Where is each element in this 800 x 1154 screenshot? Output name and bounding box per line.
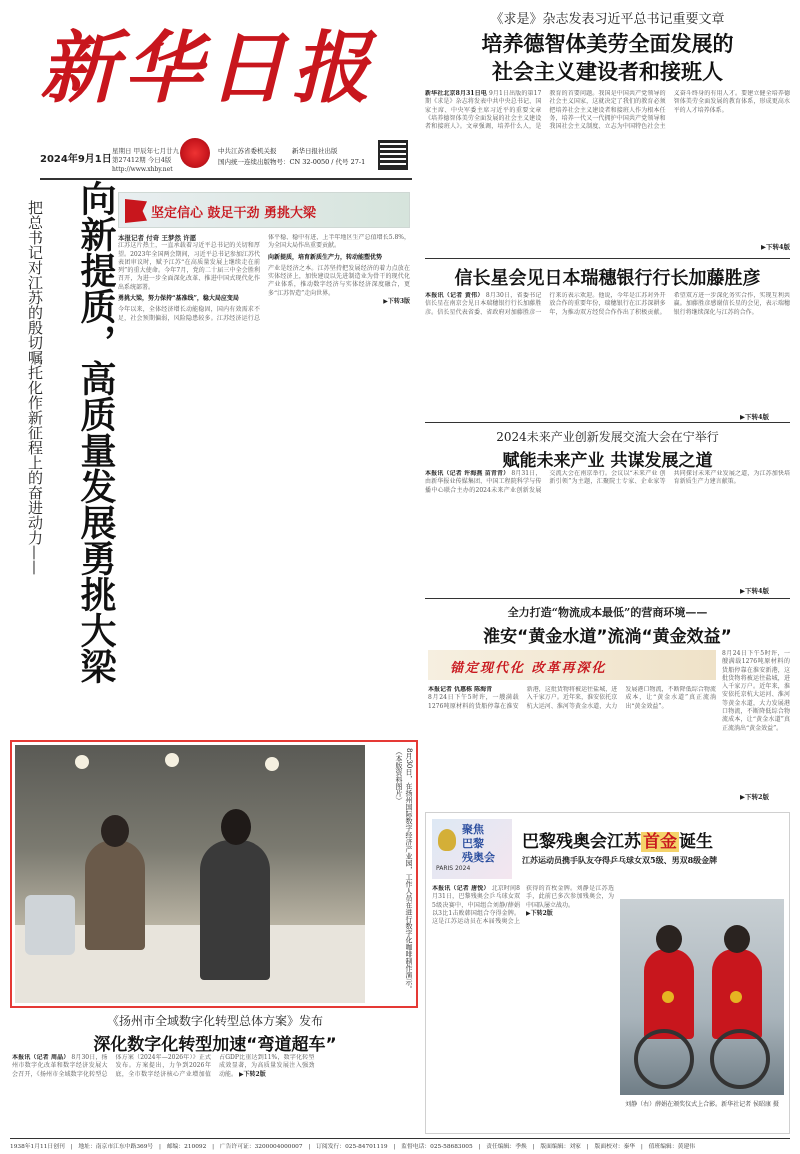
lead-continued[interactable]: ▶下转3版 — [383, 298, 410, 306]
masthead-weekday: 星期日 甲辰年七月廿九 — [112, 147, 180, 155]
bank-headline[interactable]: 信长星会见日本瑞穗银行行长加藤胜彦 — [454, 268, 761, 289]
lead-banner-text: 坚定信心 鼓足干劲 勇挑大梁 — [151, 206, 317, 221]
bank-text: 8月30日，省委书记信长星在南京会见日本瑞穗银行行长加藤胜彦。信长星代表省委、省政府对加藤胜彦一行来访表示欢迎。他说，今年是江苏对外开放合作的重要年份，瑞穗银行在江苏深耕多年，为推动双方经贸合作作出了积极贡献。希望双方进一步深化务实合作，实现互利共赢。加藤胜彦感谢信长星的会见，表示瑞穗银行将继续深化与江苏的合作。 — [425, 292, 790, 316]
canal-banner — [428, 650, 716, 680]
footer-proof: 版面校对：秦华 — [594, 1144, 636, 1150]
industry-body — [425, 470, 790, 592]
lead-banner — [118, 192, 410, 228]
footer-layout: 版面编辑：刘家 — [540, 1144, 581, 1150]
top-story-headline-2[interactable]: 社会主义建设者和接班人 — [492, 60, 723, 84]
athlete-right-head — [724, 925, 750, 953]
digital-body — [12, 1054, 418, 1132]
masthead-title: 新华日报 — [40, 23, 377, 114]
top-story-body — [425, 90, 790, 240]
top-story-continued[interactable]: ▶下转4版 — [760, 243, 790, 251]
badge-line-2: 巴黎 — [462, 837, 484, 850]
footer-ad: 广告许可证：3200004000007 — [219, 1144, 303, 1150]
canal-continued[interactable]: ▶下转2版 — [740, 793, 770, 801]
bank-byline: 本报讯（记者 黄伟） — [425, 292, 484, 299]
canal-banner-text: 锚定现代化 改革再深化 — [450, 661, 607, 676]
industry-continued[interactable]: ▶下转4版 — [740, 587, 770, 595]
photo-frame — [10, 740, 418, 1008]
paralympics-section — [425, 812, 790, 1134]
badge-paris: PARIS 2024 — [436, 865, 471, 872]
lead-subhead-text: 把总书记对江苏的殷切嘱托化作新征程上的奋进动力—— — [26, 200, 44, 575]
canal-byline: 本报记者 仇惠栋 陈海青 — [428, 686, 493, 693]
barista-right-head — [221, 809, 251, 845]
lead-subtitle-2: 向新提质，培育新质生产力，转动能塑优势 — [268, 253, 383, 261]
top-story-headline[interactable]: 培养德智体美劳全面发展的 — [481, 32, 734, 56]
gold-medal-icon — [662, 991, 674, 1003]
barista-left-figure — [85, 840, 145, 950]
website-link[interactable]: http://www.xhby.net — [112, 166, 173, 173]
digital-kicker: 《扬州市全域数字化转型总体方案》发布 — [106, 1014, 323, 1028]
headline-post: 诞生 — [679, 832, 713, 852]
lead-body-2: 今年以来，全体经济增长动能稳固，国内有效需求不足，社会预期偏弱，风险隐患较多。江苏经济运行总体平稳、稳中有进，上半年地区生产总值增长5.8%，为全国大局作出重要贡献。 — [118, 234, 410, 322]
badge-line-1: 聚焦 — [462, 823, 484, 836]
digital-text: 8月30日，扬州市数字化改革和数字经济发展大会召开，《扬州市全域数字化转型总体方案（2024年—2026年）》正式发布。方案提出，力争到2026年底，全市数字经济核心产业增加值占GDP比重达到11%，数字化转型成效显著，为高质量发展注入强劲动能。 — [12, 1054, 315, 1078]
top-story-divider — [425, 258, 790, 259]
coffee-demo-photo[interactable] — [15, 745, 365, 1003]
industry-byline: 本报讯（记者 许海燕 苗青青） — [425, 470, 510, 477]
ceiling-light-icon — [265, 757, 279, 771]
canal-headline[interactable]: 淮安“黄金水道”流淌“黄金效益” — [483, 627, 732, 647]
athlete-left-head — [656, 925, 682, 953]
athletes-caption: 刘静（右）薛娟在颁奖仪式上合影。新华社记者 侯昭康 摄 — [625, 1101, 779, 1108]
canal-side-column — [722, 650, 790, 790]
canal-kicker: 全力打造“物流成本最低”的营商环境—— — [507, 606, 708, 619]
paralympics-text: 北京时间8月31日，巴黎残奥会乒乓球女双5级决赛中，中国组合刘静/薛娟以3比1击败韩国组合夺得金牌。这是江苏运动员在本届残奥会上获得的首枚金牌。刘静是江苏选手，此前已多次参加残奥会，为中国队屡立战功。 — [432, 885, 614, 926]
coffee-machine-icon — [25, 895, 75, 955]
top-story — [425, 8, 790, 258]
qr-code-icon[interactable] — [378, 140, 408, 170]
footer-founded: 1938年1月11日创刊 — [10, 1144, 65, 1150]
publisher-name-2: 新华日报社出版 — [292, 147, 338, 155]
paralympics-byline: 本报讯（记者 唐悦） — [432, 885, 490, 892]
digital-continued[interactable]: ▶下转2版 — [238, 1070, 266, 1078]
headline-gold: 首金 — [643, 832, 677, 852]
lead-body-1: 江苏这片热土，一直承载着习近平总书记的关切和厚望。2023年全国两会期间，习近平总书记参加江苏代表团审议时，赋予江苏“在高质量发展上继续走在前列”的重大使命。今年7月，党的二十届三中全会胜利召开，为进一步全面深化改革、推进中国式现代化作出系统部署。 — [118, 242, 260, 291]
lead-body-3: 产业是经济之本。江苏坚持把发展经济的着力点放在实体经济上，加快建设以先进制造业为骨干的现代化产业体系，推动数字经济与实体经济深度融合，更多“江苏智造”走向世界。 — [268, 264, 410, 297]
wheelchair-left-icon — [634, 1029, 694, 1089]
industry-text: 8月31日，由新华报业传媒集团、中国工程院科学与传播中心联合主办的2024未来产业创新发展交流大会在南京举行。会议以“未来产业 创新引领”为主题，汇聚院士专家、企业家等共同探讨未来产业发展之道，为江苏加快培育新质生产力建言献策。 — [425, 470, 790, 494]
paris-flame-icon — [438, 829, 456, 851]
canal-text: 8月24日下午5时许，一艘满载1276吨原材料的货船停靠在淮安新港，这批货物将被运往盐城，进入千家万户。近年来，淮安依托京杭大运河、淮河等黄金水道，大力发展港口物流，不断降低综合物流成本，让“黄金水道”真正流淌出“黄金效益”。 — [428, 686, 716, 710]
badge-line-3: 残奥会 — [462, 851, 495, 864]
top-story-kicker: 《求是》杂志发表习近平总书记重要文章 — [490, 12, 725, 27]
digital-byline: 本报讯（记者 周晶） — [12, 1054, 70, 1061]
paralympics-badge — [432, 819, 512, 879]
paralympics-continued[interactable]: ▶下转2版 — [526, 909, 553, 917]
footer-divider — [10, 1138, 790, 1139]
barista-right-figure — [200, 840, 270, 980]
wheelchair-right-icon — [710, 1029, 770, 1089]
masthead-issue: 第27412期 今日4版 — [112, 156, 172, 164]
paralympics-headline[interactable] — [522, 827, 713, 852]
bank-continued[interactable]: ▶下转4版 — [740, 413, 770, 421]
footer-editor: 责任编辑：季焕 — [486, 1144, 527, 1150]
top-story-text: 9月1日出版的第17期《求是》杂志将发表中共中央总书记、国家主席、中央军委主席习近平的重要文章《培养德智体美劳全面发展的社会主义建设者和接班人》。文章强调，培养什么人，是教育的首要问题。我国是中国共产党领导的社会主义国家，这就决定了我们的教育必须把培养社会主义建设者和接班人作为根本任务，培养一代又一代拥护中国共产党领导和我国社会主义制度、立志为中国特色社会主义奋斗终身的有用人才。要建立健全培养德智体美劳全面发展的教育体系，形成更高水平的人才培养体系。 — [425, 90, 790, 131]
paralympics-body — [432, 885, 614, 1129]
bank-divider — [425, 422, 790, 423]
gold-medal-icon — [730, 991, 742, 1003]
ceiling-light-icon — [165, 753, 179, 767]
lead-headline[interactable] — [44, 180, 114, 720]
footer-address: 地址：南京市江东中路369号 — [78, 1144, 154, 1150]
photo-caption — [372, 748, 414, 1002]
cn-number: 国内统一连续出版物号：CN 32-0050 / 代号 27-1 — [218, 158, 366, 166]
photo-caption-text: 8月30日，在扬州国际数字经济产业园，工作人员在进行数字化咖啡制作演示。（本版资料图片） — [395, 748, 413, 993]
footer-chief: 值班编辑：黄建伟 — [648, 1144, 696, 1150]
footer-subscribe: 订阅发行：025-84701119 — [316, 1144, 388, 1150]
canal-body — [428, 686, 716, 800]
athletes-photo[interactable] — [620, 899, 784, 1095]
industry-headline[interactable]: 赋能未来产业 共谋发展之道 — [502, 451, 713, 471]
top-story-byline: 新华社北京8月31日电 — [425, 90, 487, 97]
digital-headline[interactable]: 深化数字化转型加速“弯道超车” — [93, 1035, 337, 1055]
anniversary-emblem-icon — [180, 138, 210, 168]
industry-kicker: 2024未来产业创新发展交流大会在宁举行 — [496, 430, 719, 444]
barista-left-head — [101, 815, 129, 847]
masthead-date: 2024年9月1日 — [40, 154, 112, 165]
lead-body — [118, 234, 410, 730]
headline-pre: 巴黎残奥会江苏 — [522, 832, 641, 852]
canal-side-text: 8月24日下午5时许，一艘满载1276吨原材料的货船停靠在淮安新港，这批货物将被运往盐城，进入千家万户。近年来，淮安依托京杭大运河、淮河等黄金水道，大力发展港口物流，不断降低综合物流成本，让“黄金水道”真正流淌出“黄金效益”。 — [722, 650, 790, 732]
paralympics-subhead: 江苏运动员携手队友夺得乒乓球女双5级、男双8级金牌 — [522, 855, 718, 865]
footer: 1938年1月11日创刊 | 地址：南京市江东中路369号 | 邮编：210092 | 广告许可证：3200004000007 | 订阅发行：025-84701119 | 监督电话：025-58683005 | 责任编辑：季焕 | 版面编辑：刘家 | 版面校对：秦华 | 值班编辑：黄建伟 — [10, 1144, 696, 1150]
ceiling-light-icon — [75, 755, 89, 769]
lead-headline-text: 向新提质，高质量发展勇挑大梁 — [75, 180, 116, 684]
lead-subhead — [15, 200, 45, 600]
industry-divider — [425, 598, 790, 599]
bank-body — [425, 292, 790, 420]
footer-postcode: 邮编：210092 — [166, 1144, 207, 1150]
masthead — [0, 0, 420, 180]
footer-hotline: 监督电话：025-58683005 — [401, 1144, 473, 1150]
lead-byline: 本报记者 付奇 王梦然 许愿 — [118, 234, 197, 242]
banner-flag-icon — [125, 199, 147, 223]
publisher-name: 中共江苏省委机关报 — [218, 147, 277, 155]
lead-subtitle-1: 勇挑大梁，努力保持“基准线”，稳大局应变局 — [118, 295, 239, 303]
